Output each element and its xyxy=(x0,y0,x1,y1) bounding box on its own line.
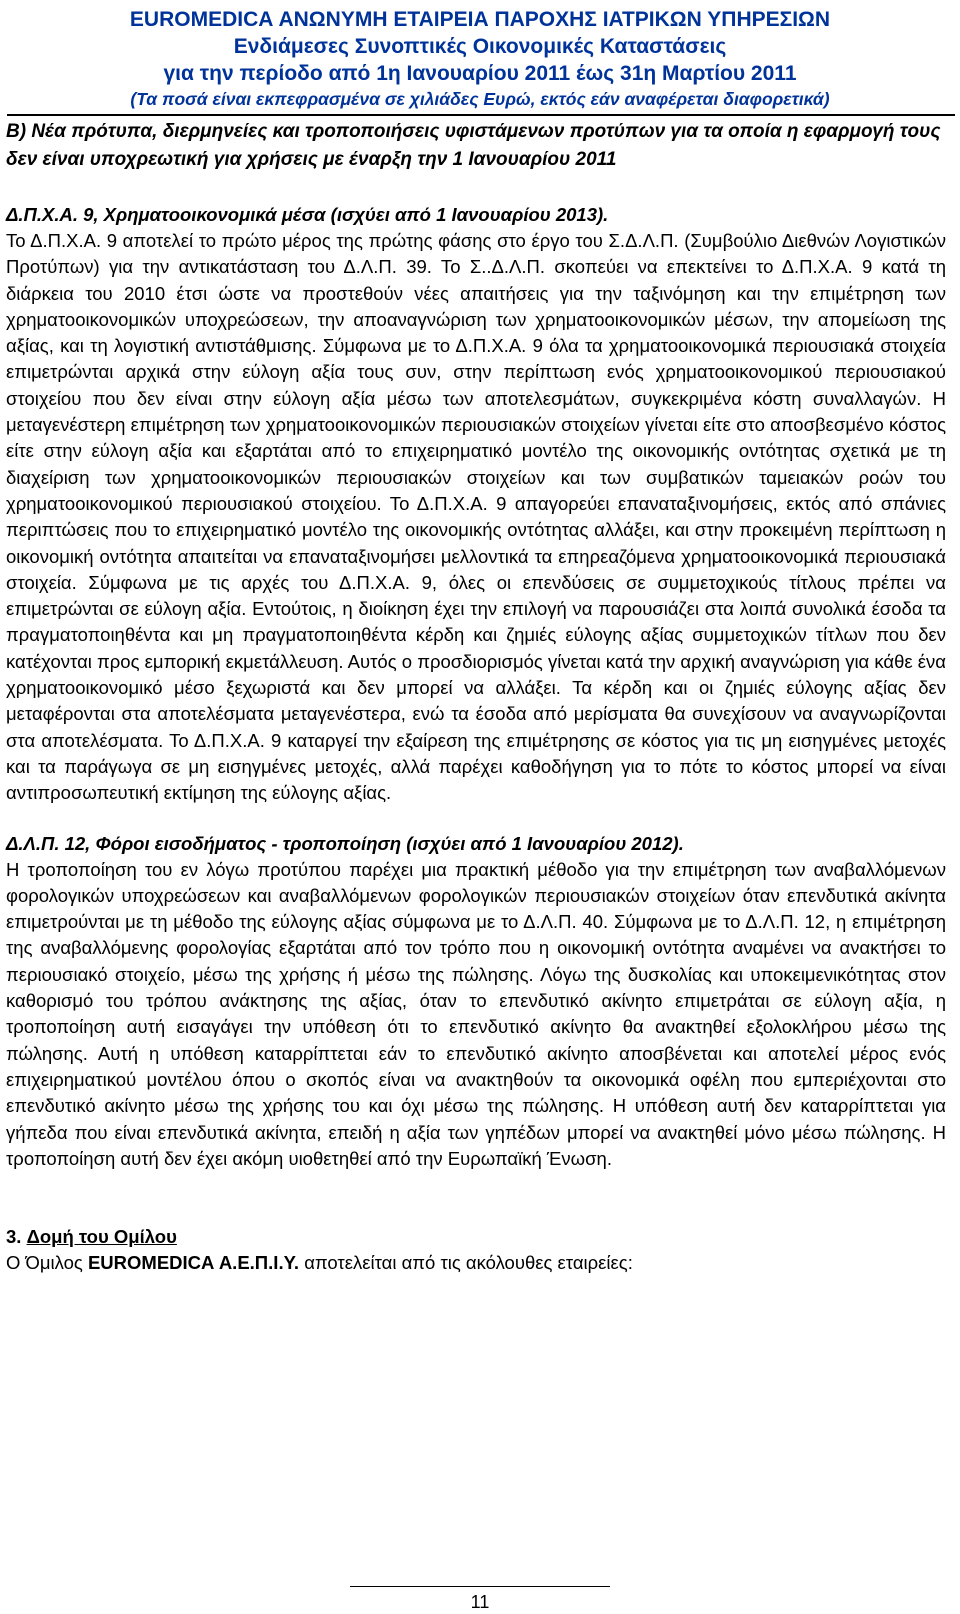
report-title: Ενδιάμεσες Συνοπτικές Οικονομικές Καταστάσεις xyxy=(233,35,727,58)
intro-prefix: Ο Όμιλος xyxy=(6,1252,83,1274)
document-header xyxy=(0,6,960,111)
page-number: 11 xyxy=(470,1592,490,1612)
section-number: 3. xyxy=(6,1226,22,1248)
footer-divider xyxy=(350,1586,610,1587)
document-body xyxy=(6,118,946,1276)
group-structure-heading xyxy=(6,1224,946,1250)
company-name: EUROMEDICA ΑΝΩΝΥΜΗ ΕΤΑΙΡΕΙΑ ΠΑΡΟΧΗΣ ΙΑΤΡΙΚΩΝ ΥΠΗΡΕΣΙΩΝ xyxy=(129,8,831,31)
section-b-heading: Β) Νέα πρότυπα, διερμηνείες και τροποποιήσεις υφιστάμενων προτύπων για τα οποία η εφαρμογή τους δεν είναι υποχρεωτική για χρήσεις με έναρξη την 1 Ιανουαρίου 2011 xyxy=(6,121,941,170)
ifrs9-title: Δ.Π.Χ.Α. 9, Χρηματοοικονομικά μέσα (ισχύει από 1 Ιανουαρίου 2013). xyxy=(6,204,609,225)
group-structure-intro xyxy=(6,1250,946,1276)
ias12-title: Δ.Λ.Π. 12, Φόροι εισοδήματος - τροποποίηση (ισχύει από 1 Ιανουαρίου 2012). xyxy=(6,832,684,854)
report-period: για την περίοδο από 1η Ιανουαρίου 2011 έως 31η Μαρτίου 2011 xyxy=(163,62,797,85)
group-structure-title: Δομή του Ομίλου xyxy=(26,1226,177,1248)
company-short-name: EUROMEDICA Α.Ε.Π.Ι.Υ. xyxy=(87,1252,300,1274)
currency-note: (Τα ποσά είναι εκπεφρασμένα σε χιλιάδες Ευρώ, εκτός εάν αναφέρεται διαφορετικά) xyxy=(130,89,830,109)
intro-suffix: αποτελείται από τις ακόλουθες εταιρείες: xyxy=(304,1252,633,1274)
ias12-body: Η τροποποίηση του εν λόγω προτύπου παρέχει μια πρακτική μέθοδο για την επιμέτρηση των αναβαλλόμενων φορολογικών υποχρεώσεων και αναβαλλόμενων φορολογικών περιουσιακών στοιχείων όταν επενδυτικά ακίνητα επιμετρούνται με τη μέθοδο της εύλογης αξίας σύμφωνα με το Δ.Λ.Π. 40. Σύμφωνα με το Δ.Λ.Π. 12, η επιμέτρηση της αναβαλλόμενης φορολογίας εξαρτάται από τον τρόπο που η οικονομική οντότητα αναμένει να ανακτήσει το περιουσιακό στοιχείο, μέσω της χρήσης ή μέσω της πώλησης. Λόγω της δυσκολίας και υποκειμενικότητας στον καθορισμό του τρόπου ανάκτησης της αξίας, όταν το επενδυτικό ακίνητο επιμετράται σε εύλογη αξία, η τροποποίηση αυτή εισαγάγει την υπόθεση ότι το επενδυτικό ακίνητο θα ανακτηθεί εξολοκλήρου μέσω της πώλησης. Αυτή η υπόθεση καταρρίπτεται εάν το επενδυτικό ακίνητο αποσβένεται και αποτελεί μέρος ενός επιχειρηματικού μοντέλου όπου ο σκοπός είναι να ανακτηθούν τα οικονομικά οφέλη που εμπεριέχονται στο επενδυτικό ακίνητο μέσω της χρήσης του και όχι μέσω της πώλησης. Η υπόθεση αυτή δεν καταρρίπτεται για γήπεδα που είναι επενδυτικά ακίνητα, επειδή η αξία των γηπέδων μπορεί να ανακτηθεί μόνο μέσω πώλησης. Η τροποποίηση αυτή δεν έχει ακόμη υιοθετηθεί από την Ευρωπαϊκή Ένωση. xyxy=(6,858,946,1169)
ifrs9-body: Το Δ.Π.Χ.Α. 9 αποτελεί το πρώτο μέρος της πρώτης φάσης στο έργο του Σ.Δ.Λ.Π. (Συμβούλιο Διεθνών Λογιστικών Προτύπων) για την αντικατάσταση του Δ.Λ.Π. 39. Το Σ..Δ.Λ.Π. σκοπεύει να επεκτείνει το Δ.Π.Χ.Α. 9 κατά τη διάρκεια του 2010 έτσι ώστε να προστεθούν νέες απαιτήσεις για την ταξινόμηση και την επιμέτρηση των χρηματοοικονομικών υποχρεώσεων, την αποαναγνώριση των χρηματοοικονομικών μέσων, την απομείωση της αξίας, και τη λογιστική αντιστάθμισης. Σύμφωνα με το Δ.Π.Χ.Α. 9 όλα τα χρηματοοικονομικά περιουσιακά στοιχεία επιμετρώνται αρχικά στην εύλογη αξία τους συν, στην περίπτωση ενός χρηματοοικονομικού περιουσιακού στοιχείου που δεν είναι στην εύλογη αξία μέσω των αποτελεσμάτων, συγκεκριμένα κόστη συναλλαγών. Η μεταγενέστερη επιμέτρηση των χρηματοοικονομικών περιουσιακών στοιχείων γίνεται είτε στο αποσβεσμένο κόστος είτε στην εύλογη αξία και εξαρτάται από το επιχειρηματικό μοντέλο της οικονομικής οντότητας σχετικά με τη διαχείριση των χρηματοοικονομικών περιουσιακών στοιχείων και των συμβατικών ταμειακών ροών του χρηματοοικονομικού περιουσιακού στοιχείου. Το Δ.Π.Χ.Α. 9 απαγορεύει επαναταξινομήσεις, εκτός από σπάνιες περιπτώσεις που το επιχειρηματικό μοντέλο της οικονομικής οντότητας αλλάξει, και στην προκειμένη περίπτωση η οικονομική οντότητα απαιτείται να επαναταξινομήσει μελλοντικά τα επηρεαζόμενα χρηματοοικονομικά περιουσιακά στοιχεία. Σύμφωνα με τις αρχές του Δ.Π.Χ.Α. 9, όλες οι επενδύσεις σε συμμετοχικούς τίτλους πρέπει να επιμετρώνται σε εύλογη αξία. Εντούτοις, η διοίκηση έχει την επιλογή να παρουσιάζει στα λοιπά συνολικά έσοδα τα πραγματοποιηθέντα και μη πραγματοποιηθέντα κέρδη και ζημιές εύλογης αξίας συμμετοχικών τίτλων που δεν κατέχονται προς εμπορική εκμετάλλευση. Αυτός ο προσδιορισμός γίνεται κατά την αρχική αναγνώριση για κάθε ένα χρηματοοικονομικό μέσο ξεχωριστά και δεν μπορεί να αλλάξει. Τα κέρδη και οι ζημιές εύλογης αξίας δεν μεταφέρονται στα αποτελέσματα μεταγενέστερα, ενώ τα έσοδα από μερίσματα θα συνεχίσουν να αναγνωρίζονται στα αποτελέσματα. Το Δ.Π.Χ.Α. 9 καταργεί την εξαίρεση της επιμέτρησης σε κόστος για τις μη εισηγμένες μετοχές και τα παράγωγα σε μη εισηγμένες μετοχές, αλλά παρέχει καθοδήγηση για το πότε το κόστος μπορεί να είναι αντιπροσωπευτική εκτίμηση της εύλογης αξίας. xyxy=(6,230,946,804)
header-divider xyxy=(7,114,955,116)
